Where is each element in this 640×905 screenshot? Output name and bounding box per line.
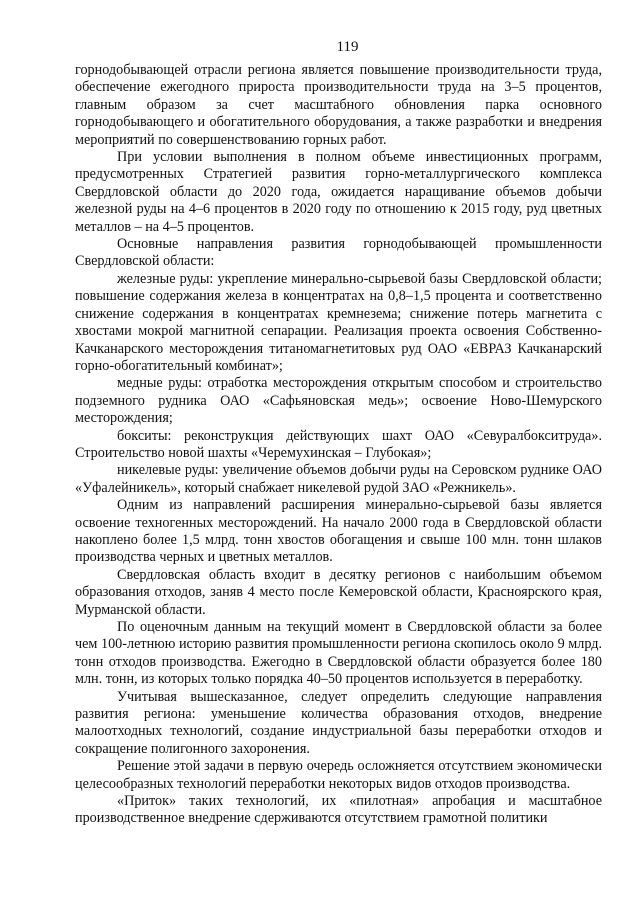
paragraph-bauxites: бокситы: реконструкция действующих шахт ОАО «Севуралбокситруда». Строительство новой шахты «Черемухинская – Глубокая»; xyxy=(75,427,602,461)
paragraph-continuation: горнодобывающей отрасли региона является повышение производительности труда, обеспечение ежегодного прироста производительности труда на 3–5 процентов, главным образом за счет масштабного обновления парка основного горнодобывающего и обогатительного оборудования, а также разработки и внедрения мероприятий по совершенствованию горных работ. xyxy=(75,62,602,148)
paragraph-investment-programs: При условии выполнения в полном объеме инвестиционных программ, предусмотренных Стратегией развития горно-металлургического комплекса Свердловской области до 2020 года, ожидается наращивание объемов добычи железной руды на 4–6 процентов в 2020 году по отношению к 2015 году, руд цветных металлов – на 4–5 процентов. xyxy=(75,149,602,235)
paragraph-waste-estimates: По оценочным данным на текущий момент в Свердловской области за более чем 100-летнюю историю развития промышленности региона скопилось около 9 млрд. тонн отходов производства. Ежегодно в Свердловской области образуется более 180 млн. тонн, из которых только порядка 40–50 процентов используется в переработку. xyxy=(75,619,602,688)
paragraph-task-complications: Решение этой задачи в первую очередь осложняется отсутствием экономически целесообразных технологий переработки некоторых видов отходов производства. xyxy=(75,758,602,792)
paragraph-waste-ranking: Свердловская область входит в десятку регионов с наибольшим объемом образования отходов, заняв 4 место после Кемеровской области, Красноярского края, Мурманской области. xyxy=(75,566,602,618)
page-number: 119 xyxy=(336,39,359,55)
paragraph-development-directions: Учитывая вышесказанное, следует определить следующие направления развития региона: уменьшение количества образования отходов, внедрение малоотходных технологий, создание индустриальной базы переработки отходов и сокращение полигонного захоронения. xyxy=(75,688,602,757)
paragraph-nickel-ores: никелевые руды: увеличение объемов добычи руды на Серовском руднике ОАО «Уфалейникель», который снабжает никелевой рудой ЗАО «Режникель». xyxy=(75,462,602,496)
paragraph-iron-ores: железные руды: укрепление минерально-сырьевой базы Свердловской области; повышение содержания железа в концентратах на 0,8–1,5 процента и соответственно снижение содержания в концентратах кремнезема; снижение потерь магнетита с хвостами мокрой магнитной сепарации. Реализация проекта освоения Собственно-Качканарского месторождения титаномагнетитовых руд ОАО «ЕВРАЗ Качканарский горно-обогатительный комбинат»; xyxy=(75,270,602,374)
paragraph-copper-ores: медные руды: отработка месторождения открытым способом и строительство подземного рудника ОАО «Сафьяновская медь»; освоение Ново-Шемурского месторождения; xyxy=(75,375,602,427)
paragraph-technogenic-deposits: Одним из направлений расширения минерально-сырьевой базы является освоение техногенных месторождений. На начало 2000 года в Свердловской области накоплено более 1,5 млрд. тонн хвостов обогащения и свыше 100 млн. тонн шлаков производства черных и цветных металлов. xyxy=(75,497,602,566)
paragraph-technology-inflow: «Приток» таких технологий, их «пилотная» апробация и масштабное производственное внедрение сдерживаются отсутствием грамотной политики xyxy=(75,793,602,827)
paragraph-main-directions: Основные направления развития горнодобывающей промышленности Свердловской области: xyxy=(75,236,602,270)
